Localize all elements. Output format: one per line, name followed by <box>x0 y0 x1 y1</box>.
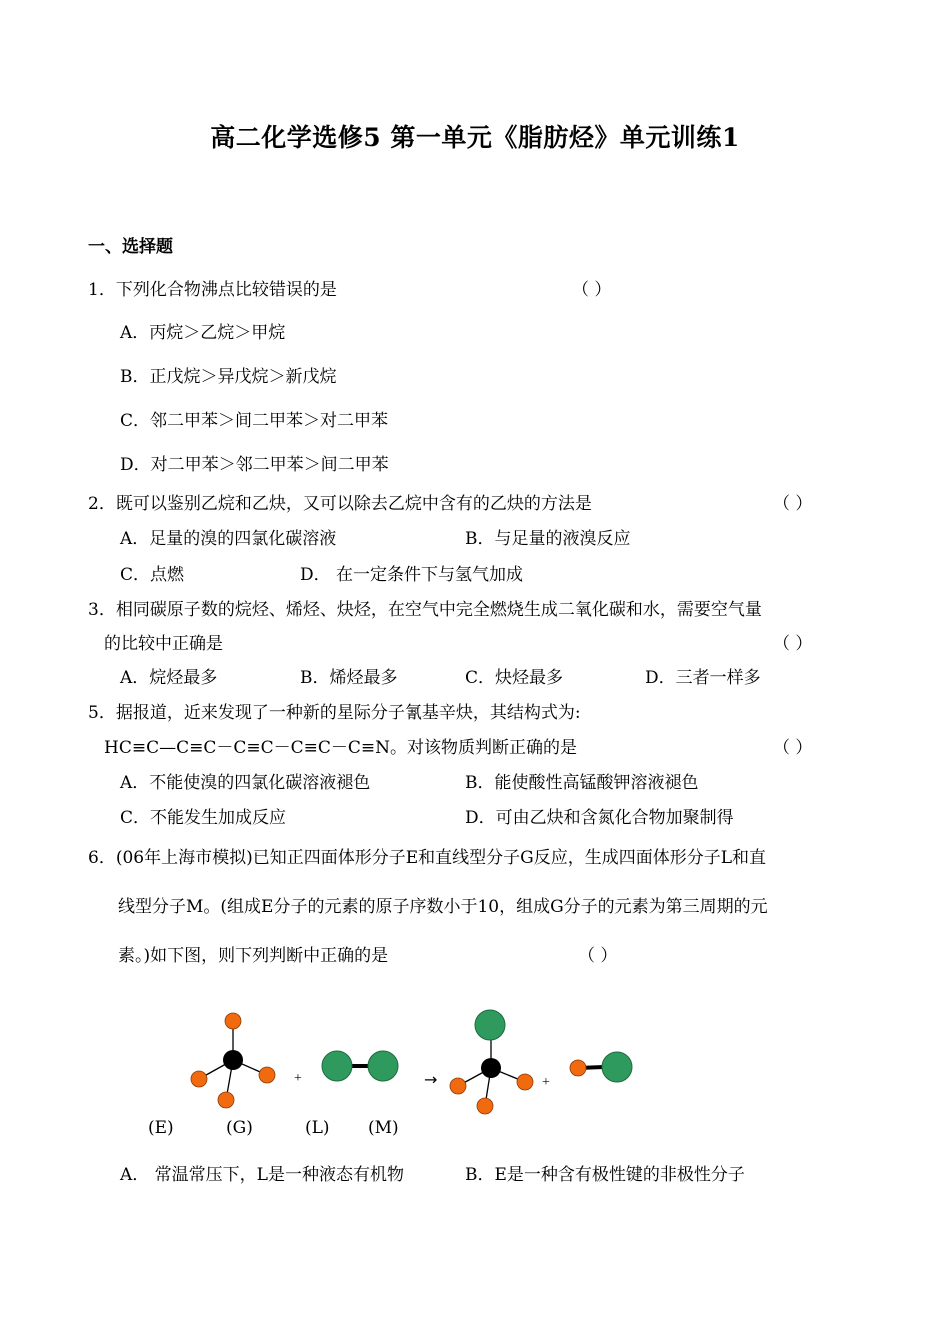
reaction-arrow: → <box>424 1070 438 1089</box>
q5-stem-line2: HC≡C—C≡C－C≡C－C≡C－C≡N。对该物质判断正确的是 <box>104 738 577 758</box>
e-center-atom <box>223 1050 243 1070</box>
q6-option-a: A． 常温常压下，L是一种液态有机物 <box>120 1165 404 1185</box>
molecule-m <box>570 1052 632 1082</box>
g-large-atom <box>368 1051 398 1081</box>
l-small-atom <box>450 1078 466 1094</box>
q1-option-a: A．丙烷＞乙烷＞甲烷 <box>120 323 286 343</box>
q1-option-d: D．对二甲苯＞邻二甲苯＞间二甲苯 <box>120 455 389 475</box>
q2-answer-paren: （ ） <box>773 494 813 514</box>
label-g: (G) <box>226 1118 253 1138</box>
q5-option-c: C．不能发生加成反应 <box>120 808 287 828</box>
g-large-atom <box>322 1051 352 1081</box>
label-e: (E) <box>148 1118 174 1138</box>
m-small-atom <box>570 1060 586 1076</box>
e-small-atom <box>191 1071 207 1087</box>
q1-answer-paren: （ ） <box>572 280 612 300</box>
q5-stem-line1: 5．据报道，近来发现了一种新的星际分子氰基辛炔，其结构式为: <box>88 703 581 723</box>
plus-sign: + <box>294 1071 302 1086</box>
q3-option-d: D．三者一样多 <box>645 668 761 688</box>
q3-stem-line2: 的比较中正确是 <box>104 634 223 654</box>
l-small-atom <box>477 1098 493 1114</box>
l-large-atom <box>475 1010 505 1040</box>
q3-stem-line1: 3．相同碳原子数的烷烃、烯烃、炔烃，在空气中完全燃烧生成二氧化碳和水，需要空气量 <box>88 600 762 620</box>
q1-option-c: C．邻二甲苯＞间二甲苯＞对二甲苯 <box>120 411 389 431</box>
label-l: (L) <box>305 1118 330 1138</box>
q2-option-c: C．点燃 <box>120 565 185 585</box>
q3-option-a: A．烷烃最多 <box>120 668 218 688</box>
q1-option-b: B．正戊烷＞异戊烷＞新戊烷 <box>120 367 337 387</box>
plus-sign: + <box>542 1075 550 1090</box>
q6-stem-line1: 6．(06年上海市模拟)已知正四面体形分子E和直线型分子G反应，生成四面体形分子L和直 <box>88 848 766 868</box>
q6-answer-paren: （ ） <box>578 946 618 966</box>
label-m: (M) <box>368 1118 399 1138</box>
e-small-atom <box>218 1092 234 1108</box>
q5-answer-paren: （ ） <box>773 738 813 758</box>
l-center-atom <box>481 1058 501 1078</box>
page-title: 高二化学选修5 第一单元《脂肪烃》单元训练1 <box>210 123 740 152</box>
e-small-atom <box>225 1013 241 1029</box>
q2-stem: 2．既可以鉴别乙烷和乙炔，又可以除去乙烷中含有的乙炔的方法是 <box>88 494 592 514</box>
q3-answer-paren: （ ） <box>773 634 813 654</box>
molecule-l <box>450 1010 533 1114</box>
molecule-g <box>322 1051 398 1081</box>
q1-stem: 1．下列化合物沸点比较错误的是 <box>88 280 337 300</box>
section-heading: 一、选择题 <box>88 237 173 257</box>
q2-option-b: B．与足量的液溴反应 <box>465 529 631 549</box>
q3-option-b: B．烯烃最多 <box>300 668 398 688</box>
q5-option-d: D．可由乙炔和含氮化合物加聚制得 <box>465 808 734 828</box>
q6-option-b: B．E是一种含有极性键的非极性分子 <box>465 1165 745 1185</box>
q6-stem-line2: 线型分子M。(组成E分子的元素的原子序数小于10，组成G分子的元素为第三周期的元 <box>118 897 768 917</box>
q3-option-c: C．炔烃最多 <box>465 668 564 688</box>
q2-option-a: A．足量的溴的四氯化碳溶液 <box>120 529 337 549</box>
q5-option-b: B．能使酸性高锰酸钾溶液褪色 <box>465 773 699 793</box>
molecule-e <box>191 1013 275 1108</box>
q6-stem-line3: 素。)如下图，则下列判断中正确的是 <box>118 946 389 966</box>
e-small-atom <box>259 1067 275 1083</box>
q5-option-a: A．不能使溴的四氯化碳溶液褪色 <box>120 773 371 793</box>
m-large-atom <box>602 1052 632 1082</box>
l-small-atom <box>517 1074 533 1090</box>
q2-option-d: D． 在一定条件下与氢气加成 <box>300 565 524 585</box>
